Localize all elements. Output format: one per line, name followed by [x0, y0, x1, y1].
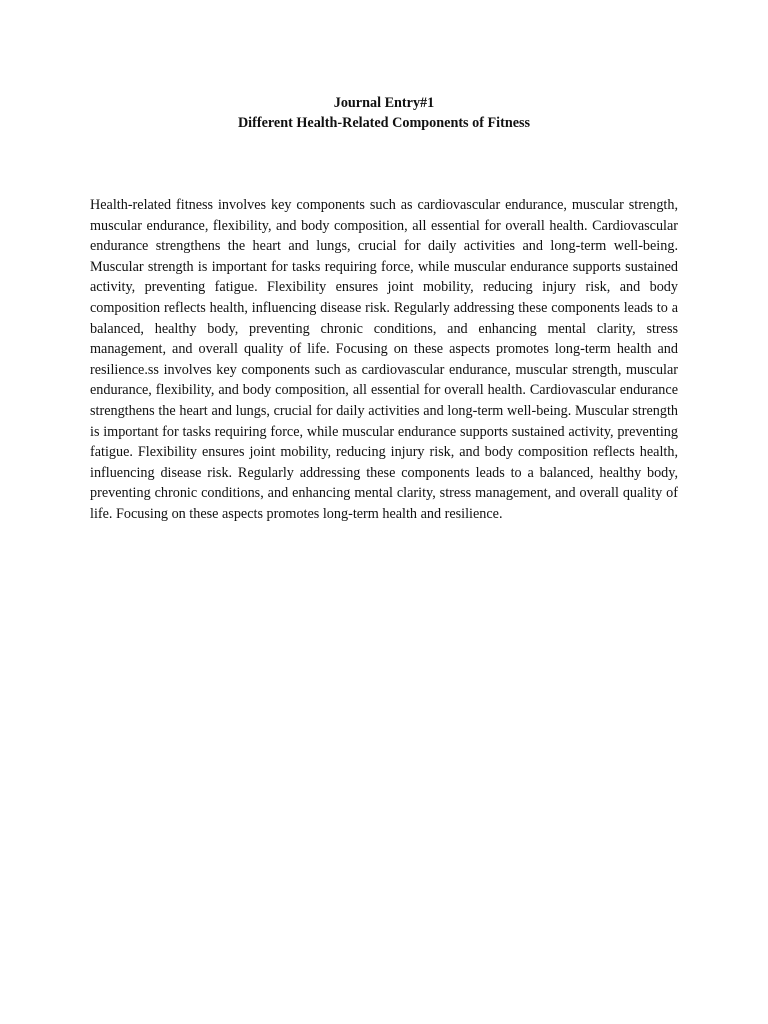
document-heading	[0, 93, 768, 133]
document-subtitle: Different Health-Related Components of Fitness	[237, 115, 531, 131]
body-paragraph: Health-related fitness involves key components such as cardiovascular endurance, muscular strength, muscular endurance, flexibility, and body composition, all essential for overall health. Cardiovascular endurance strengthens the heart and lungs, crucial for daily activities and long-term well-being. Muscular strength is important for tasks requiring force, while muscular endurance supports sustained activity, preventing fatigue. Flexibility ensures joint mobility, reducing injury risk, and body composition reflects health, influencing disease risk. Regularly addressing these components leads to a balanced, healthy body, preventing chronic conditions, and enhancing mental clarity, stress management, and overall quality of life. Focusing on these aspects promotes long-term health and resilience.ss involves key components such as cardiovascular endurance, muscular strength, muscular endurance, flexibility, and body composition, all essential for overall health. Cardiovascular endurance strengthens the heart and lungs, crucial for daily activities and long-term well-being. Muscular strength is important for tasks requiring force, while muscular endurance supports sustained activity, preventing fatigue. Flexibility ensures joint mobility, reducing injury risk, and body composition reflects health, influencing disease risk. Regularly addressing these components leads to a balanced, healthy body, preventing chronic conditions, and enhancing mental clarity, stress management, and overall quality of life. Focusing on these aspects promotes long-term health and resilience.	[90, 197, 678, 522]
journal-entry-title: Journal Entry#1	[333, 95, 435, 111]
